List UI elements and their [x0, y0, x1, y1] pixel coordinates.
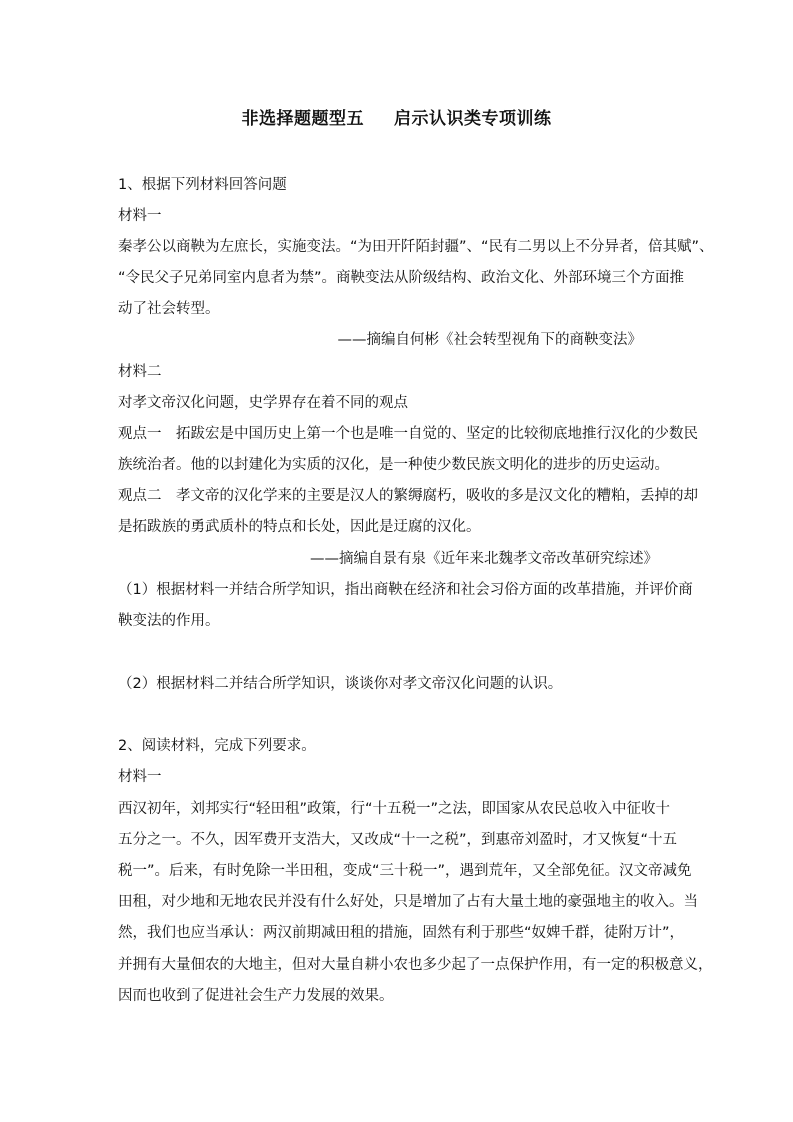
paragraph-line: 秦孝公以商鞅为左庶长，实施变法。“为田开阡陌封疆”、“民有二男以上不分异者，倍其赋”、: [118, 239, 714, 255]
material-label: 材料二: [118, 364, 162, 380]
paragraph-line: 因而也收到了促进社会生产力发展的效果。: [118, 988, 394, 1004]
source-citation: ——摘编自景有泉《近年来北魏孝文帝改革研究综述》: [310, 551, 658, 567]
paragraph-line: “令民父子兄弟同室内息者为禁”。商鞅变法从阶级结构、政治文化、外部环境三个方面推: [118, 270, 685, 286]
material-label: 材料一: [118, 208, 162, 224]
paragraph-line: 并拥有大量佃农的大地主，但对大量自耕小农也多少起了一点保护作用，有一定的积极意义，: [118, 957, 713, 973]
paragraph-line: 观点二 孝文帝的汉化学来的主要是汉人的繁缛腐朽，吸收的多是汉文化的糟粕，丢掉的却: [118, 488, 698, 504]
paragraph-line: 田租，对少地和无地农民并没有什么好处，只是增加了占有大量土地的豪强地主的收入。当: [118, 894, 698, 910]
question-1-heading: 1、根据下列材料回答问题: [118, 177, 287, 193]
document-title: [0, 104, 793, 129]
question-line: 鞅变法的作用。: [118, 613, 220, 629]
paragraph-line: 税一”。后来，有时免除一半田租，变成“三十税一”，遇到荒年，又全部免征。汉文帝减免: [118, 863, 692, 879]
question-2-heading: 2、阅读材料，完成下列要求。: [118, 738, 316, 754]
paragraph-line: 族统治者。他的以封建化为实质的汉化，是一种使少数民族文明化的进步的历史运动。: [118, 457, 669, 473]
paragraph-line: 五分之一。不久，因军费开支浩大，又改成“十一之税”，到惠帝刘盈时，才又恢复“十五: [118, 832, 678, 848]
question-line: （1）根据材料一并结合所学知识，指出商鞅在经济和社会习俗方面的改革措施，并评价商: [118, 582, 693, 598]
question-line: （2）根据材料二并结合所学知识，谈谈你对孝文帝汉化问题的认识。: [118, 676, 563, 692]
title-part-2: 启示认识类专项训练: [394, 109, 552, 129]
paragraph-line: 是拓跋族的勇武质朴的特点和长处，因此是迂腐的汉化。: [118, 519, 481, 535]
source-citation: ——摘编自何彬《社会转型视角下的商鞅变法》: [337, 332, 642, 348]
paragraph-line: 观点一 拓跋宏是中国历史上第一个也是唯一自觉的、坚定的比较彻底地推行汉化的少数民: [118, 426, 698, 442]
paragraph-line: 然，我们也应当承认：两汉前期减田租的措施，固然有利于那些“奴婢千群，徒附万计”，: [118, 925, 685, 941]
paragraph-line: 动了社会转型。: [118, 301, 220, 317]
paragraph-line: 西汉初年，刘邦实行“轻田租”政策，行“十五税一”之法，即国家从农民总收入中征收十: [118, 801, 671, 817]
material-label: 材料一: [118, 769, 162, 785]
title-part-1: 非选择题题型五: [241, 109, 364, 129]
paragraph-line: 对孝文帝汉化问题，史学界存在着不同的观点: [118, 395, 408, 411]
